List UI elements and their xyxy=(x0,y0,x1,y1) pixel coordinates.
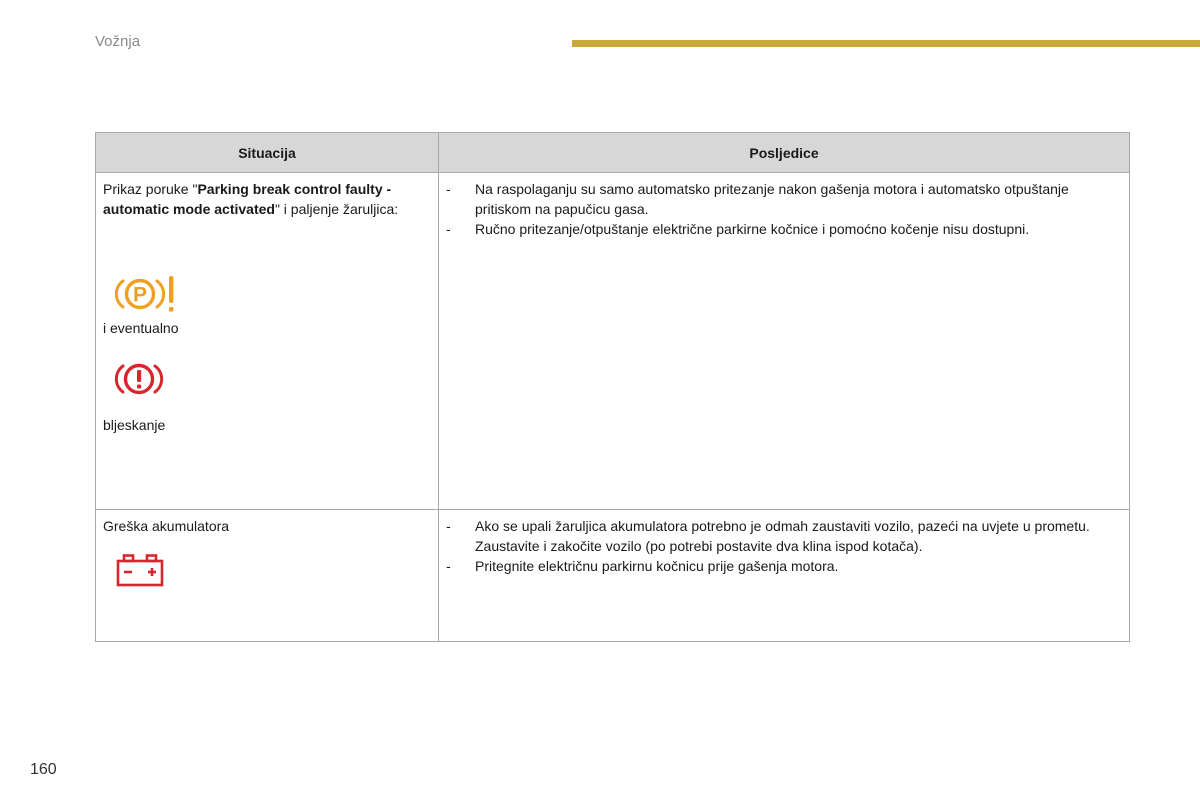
list-item: - Ako se upali žaruljica akumulatora potrebno je odmah zaustaviti vozilo, pazeći na uvjete u prometu. Zaustavite i zakočite vozilo (po potrebi postavite dva klina ispod kotača). xyxy=(446,518,1090,554)
text-flashing: bljeskanje xyxy=(103,417,166,433)
battery-warning-icon xyxy=(115,552,165,588)
page-number: 160 xyxy=(30,761,57,778)
consequences-list xyxy=(446,179,1122,239)
situation-cell xyxy=(96,173,439,510)
table-header-row xyxy=(96,133,1130,173)
consequences-cell xyxy=(439,173,1130,510)
table-row xyxy=(96,510,1130,642)
table-row xyxy=(96,173,1130,510)
text-or-possibly: i eventualno xyxy=(103,320,179,336)
warning-table xyxy=(95,132,1130,642)
column-header-situation: Situacija xyxy=(96,133,439,173)
message-text: Parking break control faulty - automatic mode activated xyxy=(103,181,392,217)
list-item: - Na raspolaganju su samo automatsko pritezanje nakon gašenja motora i automatsko otpuštanje pritiskom na papučicu gasa. xyxy=(446,181,1069,217)
parking-brake-warning-icon xyxy=(115,272,179,316)
section-title: Vožnja xyxy=(95,33,141,50)
list-item: - Pritegnite električnu parkirnu kočnicu prije gašenja motora. xyxy=(446,558,839,574)
svg-text:P: P xyxy=(132,283,148,307)
situation-text: Greška akumulatora xyxy=(103,518,230,534)
header-accent-bar xyxy=(572,40,1200,47)
situation-text: Prikaz poruke "Parking break control faulty - automatic mode activated" i paljenje žaruljica: xyxy=(103,181,399,217)
brake-warning-icon xyxy=(113,357,165,401)
consequences-cell xyxy=(439,510,1130,642)
column-header-consequences: Posljedice xyxy=(439,133,1130,173)
situation-cell xyxy=(96,510,439,642)
consequences-list xyxy=(446,516,1122,576)
list-item: - Ručno pritezanje/otpuštanje električne parkirne kočnice i pomoćno kočenje nisu dostupni. xyxy=(446,221,1030,237)
